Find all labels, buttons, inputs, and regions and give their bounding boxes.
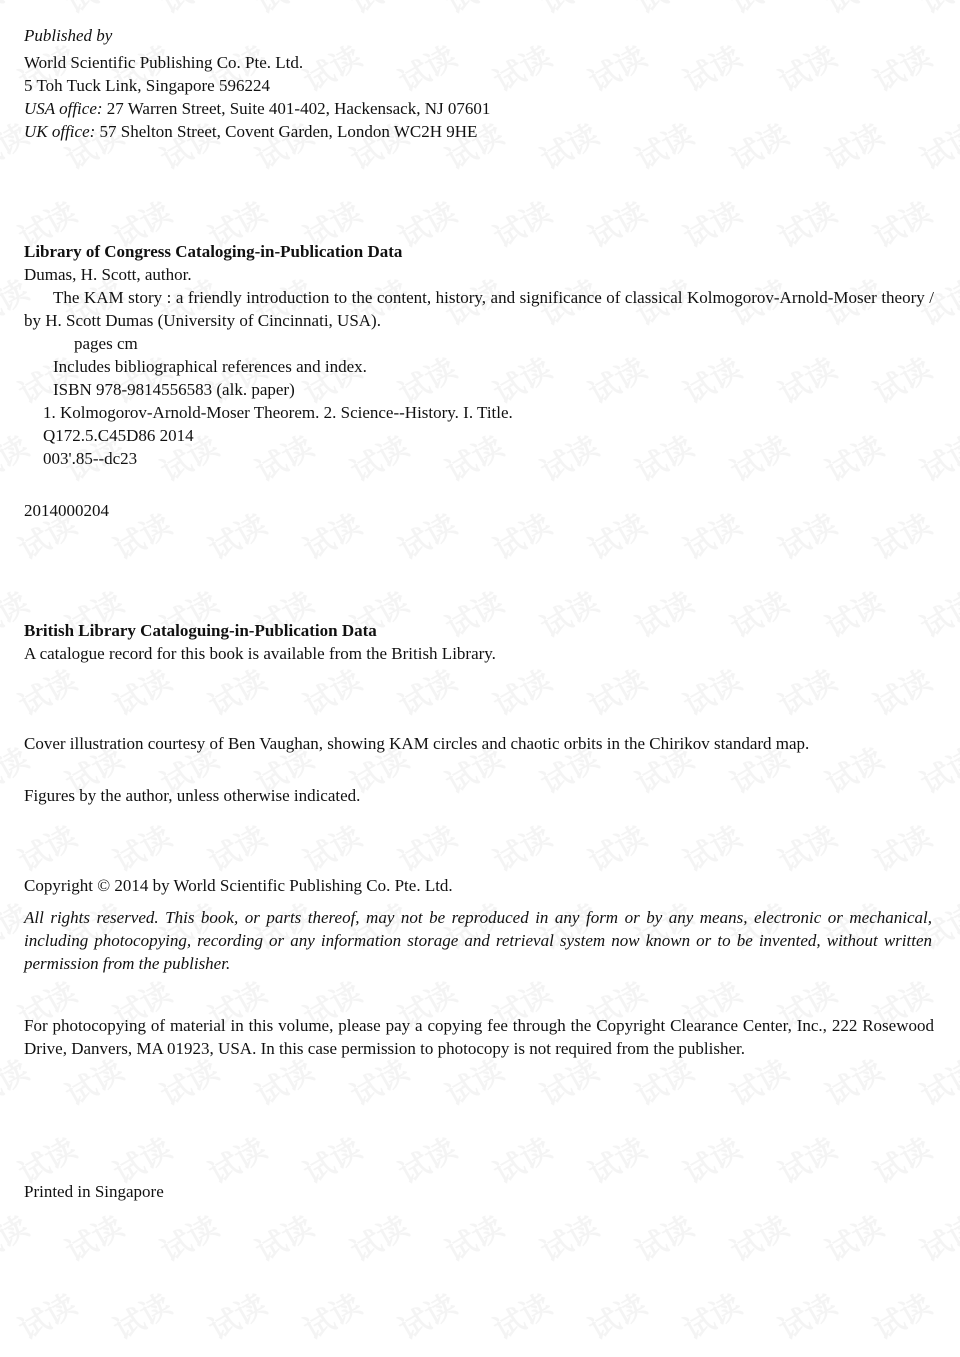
figures-credit-block: [24, 784, 934, 807]
british-library-block: [24, 619, 934, 665]
british-library-heading: British Library Cataloguing-in-Publication Data: [24, 621, 377, 640]
british-library-text: A catalogue record for this book is available from the British Library.: [24, 644, 496, 663]
loc-control-number: 2014000204: [24, 501, 109, 520]
copyright-block: [24, 874, 932, 975]
loc-call-number: Q172.5.C45D86 2014: [43, 426, 194, 445]
photocopy-notice: For photocopying of material in this volume, please pay a copying fee through the Copyright Clearance Center, Inc., 222 Rosewood Drive, Danvers, MA 01923, USA. In this case permission to photocopy is not required from the publisher.: [24, 1016, 934, 1058]
publisher-name: World Scientific Publishing Co. Pte. Ltd.: [24, 53, 304, 72]
publisher-address: 5 Toh Tuck Link, Singapore 596224: [24, 76, 270, 95]
uk-office-label: UK office:: [24, 122, 96, 141]
cover-credit-block: [24, 732, 934, 755]
loc-dewey: 003'.85--dc23: [43, 449, 138, 468]
photocopy-block: [24, 1014, 934, 1060]
printed-in: Printed in Singapore: [24, 1182, 164, 1201]
figures-credit: Figures by the author, unless otherwise indicated.: [24, 786, 361, 805]
loc-heading: Library of Congress Cataloging-in-Publication Data: [24, 242, 403, 261]
usa-office-line: [24, 97, 934, 120]
loc-cip-block: [24, 240, 934, 470]
loc-subjects: 1. Kolmogorov-Arnold-Moser Theorem. 2. Science--History. I. Title.: [43, 403, 513, 422]
loc-control-number-block: [24, 499, 934, 522]
printed-in-block: [24, 1180, 934, 1203]
uk-office-line: [24, 120, 934, 143]
publisher-block: [24, 24, 934, 143]
loc-includes: Includes bibliographical references and index.: [53, 357, 367, 376]
loc-pages: pages cm: [74, 334, 138, 353]
usa-office-address: 27 Warren Street, Suite 401-402, Hackensack, NJ 07601: [102, 99, 491, 118]
usa-office-label: USA office:: [24, 99, 103, 118]
loc-isbn: ISBN 978-9814556583 (alk. paper): [53, 380, 295, 399]
uk-office-address: 57 Shelton Street, Covent Garden, London WC2H 9HE: [95, 122, 478, 141]
loc-author: Dumas, H. Scott, author.: [24, 265, 192, 284]
rights-reserved: All rights reserved. This book, or parts thereof, may not be reproduced in any form or by any means, electronic or mechanical, including photocopying, recording or any information storage and retrieval system now known or to be invented, without written permission from the publisher.: [24, 908, 932, 973]
loc-title-statement: The KAM story : a friendly introduction to the content, history, and significance of classical Kolmogorov-Arnold-Moser theory / by H. Scott Dumas (University of Cincinnati, USA).: [24, 288, 934, 330]
published-by-heading: Published by: [24, 26, 113, 45]
copyright-notice: Copyright © 2014 by World Scientific Publishing Co. Pte. Ltd.: [24, 876, 453, 895]
cover-credit: Cover illustration courtesy of Ben Vaughan, showing KAM circles and chaotic orbits in the Chirikov standard map.: [24, 734, 810, 753]
